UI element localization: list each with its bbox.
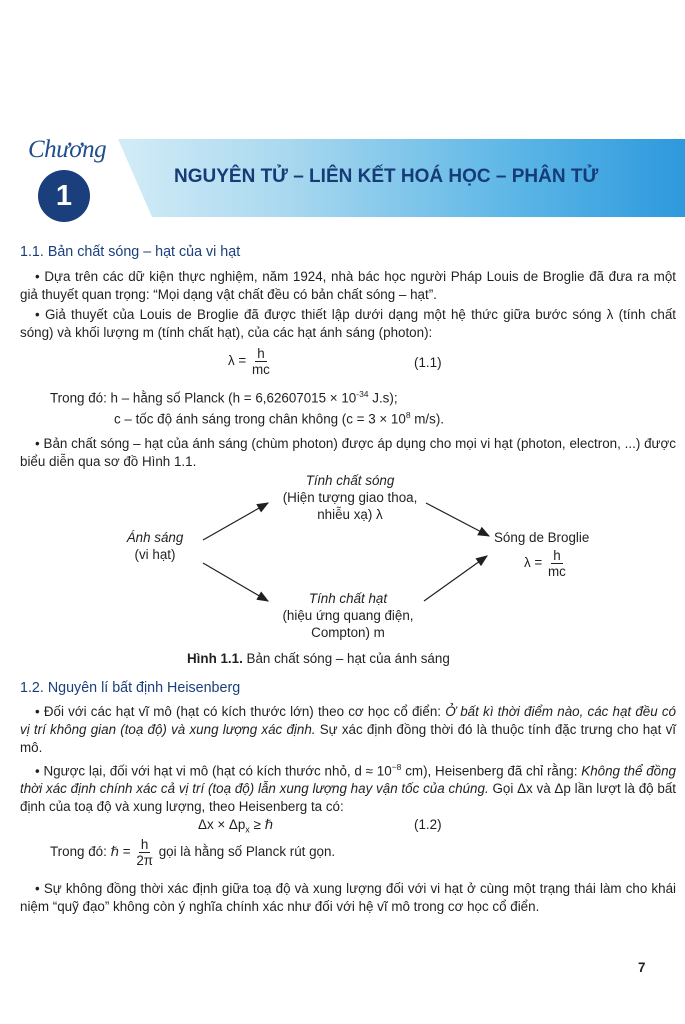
light-box: Ánh sáng (vi hạt) (126, 530, 184, 562)
paragraph-1-1-c: • Bản chất sóng – hạt của ánh sáng (chùm photon) được áp dụng cho mọi vi hạt (photon, electron, ...) được biểu diễn qua sơ đồ Hình 1.1. (20, 436, 676, 469)
definition-h: Trong đó: h – hằng số Planck ($h = 6,62607015 \times 10^{-34}$ J.s); (50, 389, 398, 406)
equation-1-1-label: (1.1) (414, 355, 442, 370)
paragraph-1-1-b: • Giả thuyết của Louis de Broglie đã được thiết lập dưới dạng một hệ thức giữa bước sóng λ (tính chất sóng) và khối lượng m (tính chất hạt), của các hạt ánh sáng (photon): (20, 307, 676, 340)
chapter-number-badge: 1 (38, 170, 90, 222)
equation-1-1: λ = $\frac{h}{mc}$ (228, 346, 270, 377)
fraction-h-mc: $\frac{h}{mc}$ (251, 346, 270, 377)
section-heading-1-1: 1.1. Bản chất sóng – hạt của vi hạt (20, 244, 241, 260)
chapter-word: Chương (28, 136, 107, 163)
figure-caption: Hình 1.1. Bản chất sóng – hạt của ánh sáng (187, 651, 450, 666)
arrow-light-to-wave (203, 503, 268, 540)
chapter-title: NGUYÊN TỬ – LIÊN KẾT HOÁ HỌC – PHÂN TỬ (174, 166, 599, 187)
particle-property-box: Tính chất hạt (hiệu ứng quang điện, Compton) m (282, 591, 414, 640)
broglie-box: Sóng de Broglie λ = $\frac{h}{mc}$ (494, 530, 590, 579)
paragraph-1-1-a: • Dựa trên các dữ kiện thực nghiệm, năm 1924, nhà bác học người Pháp Louis de Broglie đã đưa ra một giả thuyết quan trọng: “Mọi dạng vật chất đều có bản chất sóng – hạt”. (20, 269, 676, 302)
definition-c: c – tốc độ ánh sáng trong chân không ($c = 3 \times 10^8$ m/s). (114, 410, 445, 427)
paragraph-1-2-a: • Đối với các hạt vĩ mô (hạt có kích thước lớn) theo cơ học cổ điển: Ở bất kì thời điểm nào, các hạt đều có vị trí không gian (toạ độ) và xung lượng xác định. Sự xác định đồng thời đó là thuộc tính đặc trưng cho hạt vĩ mô. (20, 704, 676, 755)
paragraph-1-2-b: • Ngược lại, đối với hạt vi mô (hạt có kích thước nhỏ, $d \approx 10^{-8}$ cm), Heisenberg đã chỉ rằng: Không thể đồng thời xác định chính xác cả vị trí (toạ độ) lẫn xung lượng hay vận tốc của chúng. Gọi Δx và Δp lần lượt là độ bất định của toạ độ và xung lượng, theo Heisenberg ta có: (20, 762, 677, 815)
section-heading-1-2: 1.2. Nguyên lí bất định Heisenberg (20, 680, 241, 696)
wave-property-box: Tính chất sóng (Hiện tượng giao thoa, nhiễu xạ) λ (282, 473, 418, 522)
equation-1-2: $\Delta x \times \Delta p_x$ ≥ ℏ (198, 817, 274, 835)
page-number: 7 (638, 960, 646, 975)
definition-hbar: Trong đó: ℏ = $\frac{h}{2\pi}$ gọi là hằng số Planck rút gọn. (50, 837, 336, 868)
equation-1-2-label: (1.2) (414, 817, 442, 832)
paragraph-1-2-c: • Sự không đồng thời xác định giữa toạ độ và xung lượng đối với vi hạt ở cùng một trạng thái làm cho khái niệm “quỹ đạo” không còn ý nghĩa chính xác như đối với hệ vĩ mô trong cơ học cổ điển. (20, 881, 676, 914)
